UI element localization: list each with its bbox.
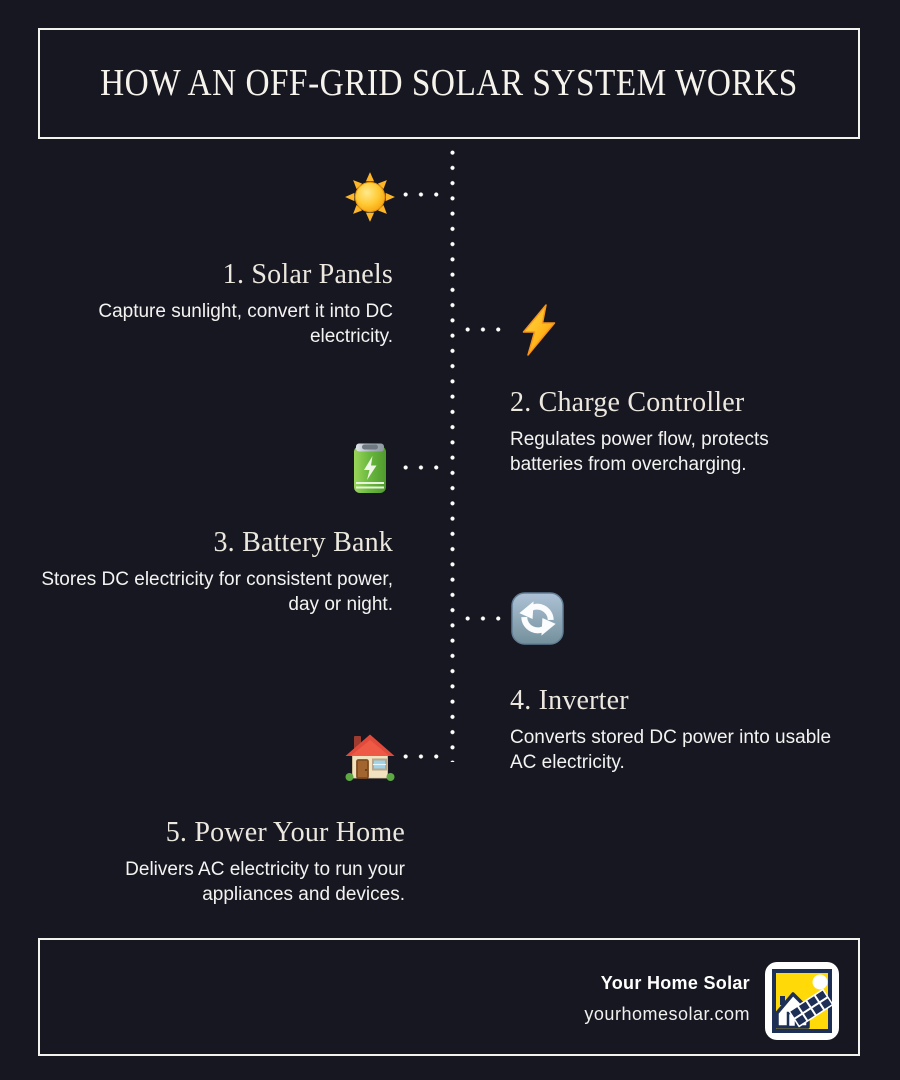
step-1-title: 1. Solar Panels [222,259,393,290]
brand-name: Your Home Solar [600,973,750,993]
step-1-solar-panels [40,258,393,349]
step-4-inverter [510,684,840,775]
connector-dots-step-1 [398,192,446,197]
step-2-title: 2. Charge Controller [510,387,745,418]
step-3-title: 3. Battery Bank [213,527,393,558]
step-3-battery-bank [40,526,393,617]
connector-dots-step-4 [460,616,508,621]
page-title: HOW AN OFF-GRID SOLAR SYSTEM WORKS [100,62,798,104]
connector-dots-step-3 [398,465,446,470]
counterclockwise-arrows-icon [511,592,564,650]
house-icon [345,732,395,787]
step-1-description: Capture sunlight, convert it into DC electricity. [98,301,393,347]
step-5-title: 5. Power Your Home [165,817,405,848]
solar-home-logo [764,961,840,1046]
step-4-description: Converts stored DC power into usable AC electricity. [510,727,832,773]
step-5-power-your-home [50,816,405,907]
timeline-dotted-line [450,145,455,762]
battery-icon [350,441,390,500]
connector-dots-step-2 [460,327,508,332]
connector-dots-step-5 [398,754,446,759]
sun-icon [344,171,396,228]
step-2-charge-controller [510,386,840,477]
step-4-title: 4. Inverter [510,685,629,716]
header-box [38,28,860,139]
step-2-description: Regulates power flow, protects batteries from overcharging. [510,429,769,475]
footer-text [400,973,750,1025]
lightning-bolt-icon [518,304,560,361]
step-3-description: Stores DC electricity for consistent power, day or night. [41,569,393,615]
step-5-description: Delivers AC electricity to run your appliances and devices. [125,859,405,905]
website-url: yourhomesolar.com [584,1004,750,1024]
